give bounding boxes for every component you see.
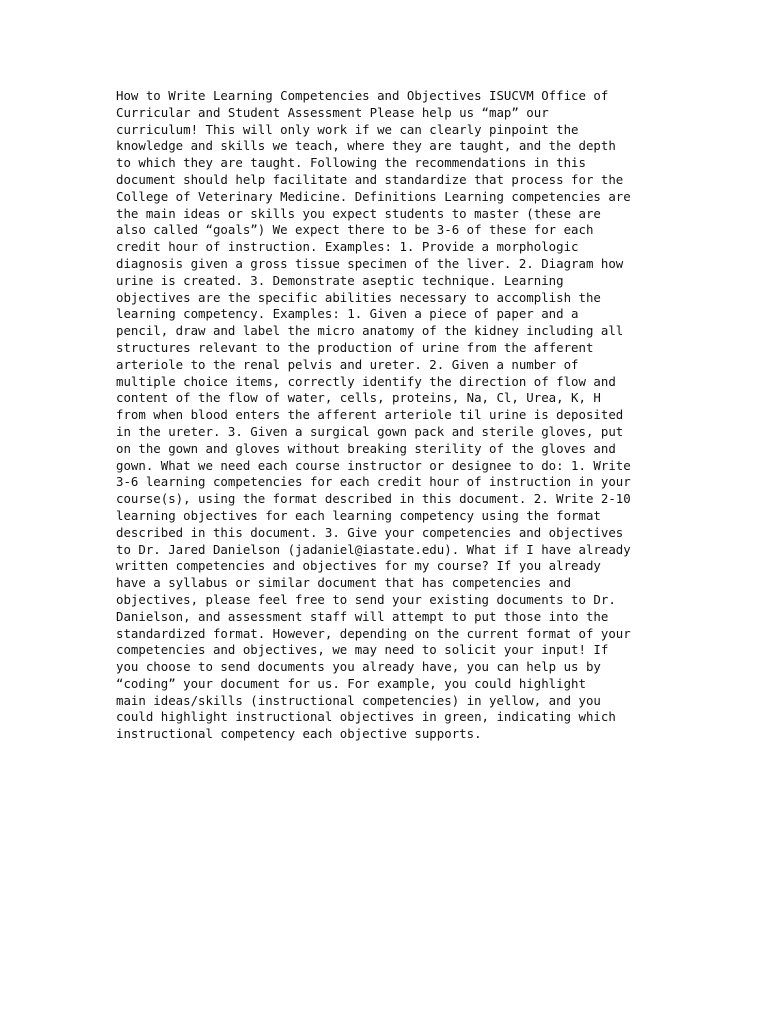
document-line: from when blood enters the afferent arteriole til urine is deposited (116, 407, 624, 423)
document-line: diagnosis given a gross tissue specimen of the liver. 2. Diagram how (116, 255, 624, 271)
document-line: objectives are the specific abilities necessary to accomplish the (116, 289, 601, 305)
document-line: objectives, please feel free to send your existing documents to Dr. (116, 591, 616, 607)
document-line: credit hour of instruction. Examples: 1. Provide a morphologic (116, 239, 579, 255)
document-line: Curricular and Student Assessment Please help us “map” our (116, 104, 549, 120)
document-line: urine is created. 3. Demonstrate aseptic technique. Learning (116, 272, 564, 288)
document-line: instructional competency each objective supports. (116, 726, 482, 742)
document-line: on the gown and gloves without breaking sterility of the gloves and (116, 440, 616, 456)
document-line: main ideas/skills (instructional competencies) in yellow, and you (116, 692, 601, 708)
document-line: knowledge and skills we teach, where they are taught, and the depth (116, 138, 616, 154)
document-line: learning objectives for each learning competency using the format (116, 507, 601, 523)
document-line: “coding” your document for us. For example, you could highlight (116, 675, 586, 691)
document-body (116, 88, 656, 743)
document-line: in the ureter. 3. Given a surgical gown pack and sterile gloves, put (116, 423, 624, 439)
document-line: the main ideas or skills you expect students to master (these are (116, 205, 601, 221)
document-line: course(s), using the format described in this document. 2. Write 2-10 (116, 491, 631, 507)
document-line: standardized format. However, depending on the current format of your (116, 625, 631, 641)
document-line: How to Write Learning Competencies and Objectives ISUCVM Office of (116, 88, 609, 103)
document-line: Danielson, and assessment staff will attempt to put those into the (116, 608, 609, 624)
document-line: structures relevant to the production of urine from the afferent (116, 339, 594, 355)
document-line: also called “goals”) We expect there to be 3-6 of these for each (116, 222, 594, 238)
document-line: could highlight instructional objectives in green, indicating which (116, 709, 616, 725)
document-line: 3-6 learning competencies for each credit hour of instruction in your (116, 474, 631, 490)
document-line: document should help facilitate and standardize that process for the (116, 171, 624, 187)
document-line: College of Veterinary Medicine. Definitions Learning competencies are (116, 188, 631, 204)
document-line: written competencies and objectives for my course? If you already (116, 558, 601, 574)
document-line: pencil, draw and label the micro anatomy of the kidney including all (116, 323, 624, 339)
document-line: content of the flow of water, cells, proteins, Na, Cl, Urea, K, H (116, 390, 601, 406)
document-line: curriculum! This will only work if we can clearly pinpoint the (116, 121, 579, 137)
document-line: multiple choice items, correctly identify the direction of flow and (116, 373, 616, 389)
document-line: learning competency. Examples: 1. Given a piece of paper and a (116, 306, 579, 322)
document-line: arteriole to the renal pelvis and ureter. 2. Given a number of (116, 356, 579, 372)
document-line: described in this document. 3. Give your competencies and objectives (116, 524, 624, 540)
document-line: you choose to send documents you already have, you can help us by (116, 659, 601, 675)
document-line: to which they are taught. Following the recommendations in this (116, 155, 586, 171)
document-line: to Dr. Jared Danielson (jadaniel@iastate.edu). What if I have already (116, 541, 631, 557)
document-line: competencies and objectives, we may need to solicit your input! If (116, 642, 609, 658)
document-line: have a syllabus or similar document that has competencies and (116, 575, 572, 591)
document-line: gown. What we need each course instructor or designee to do: 1. Write (116, 457, 631, 473)
